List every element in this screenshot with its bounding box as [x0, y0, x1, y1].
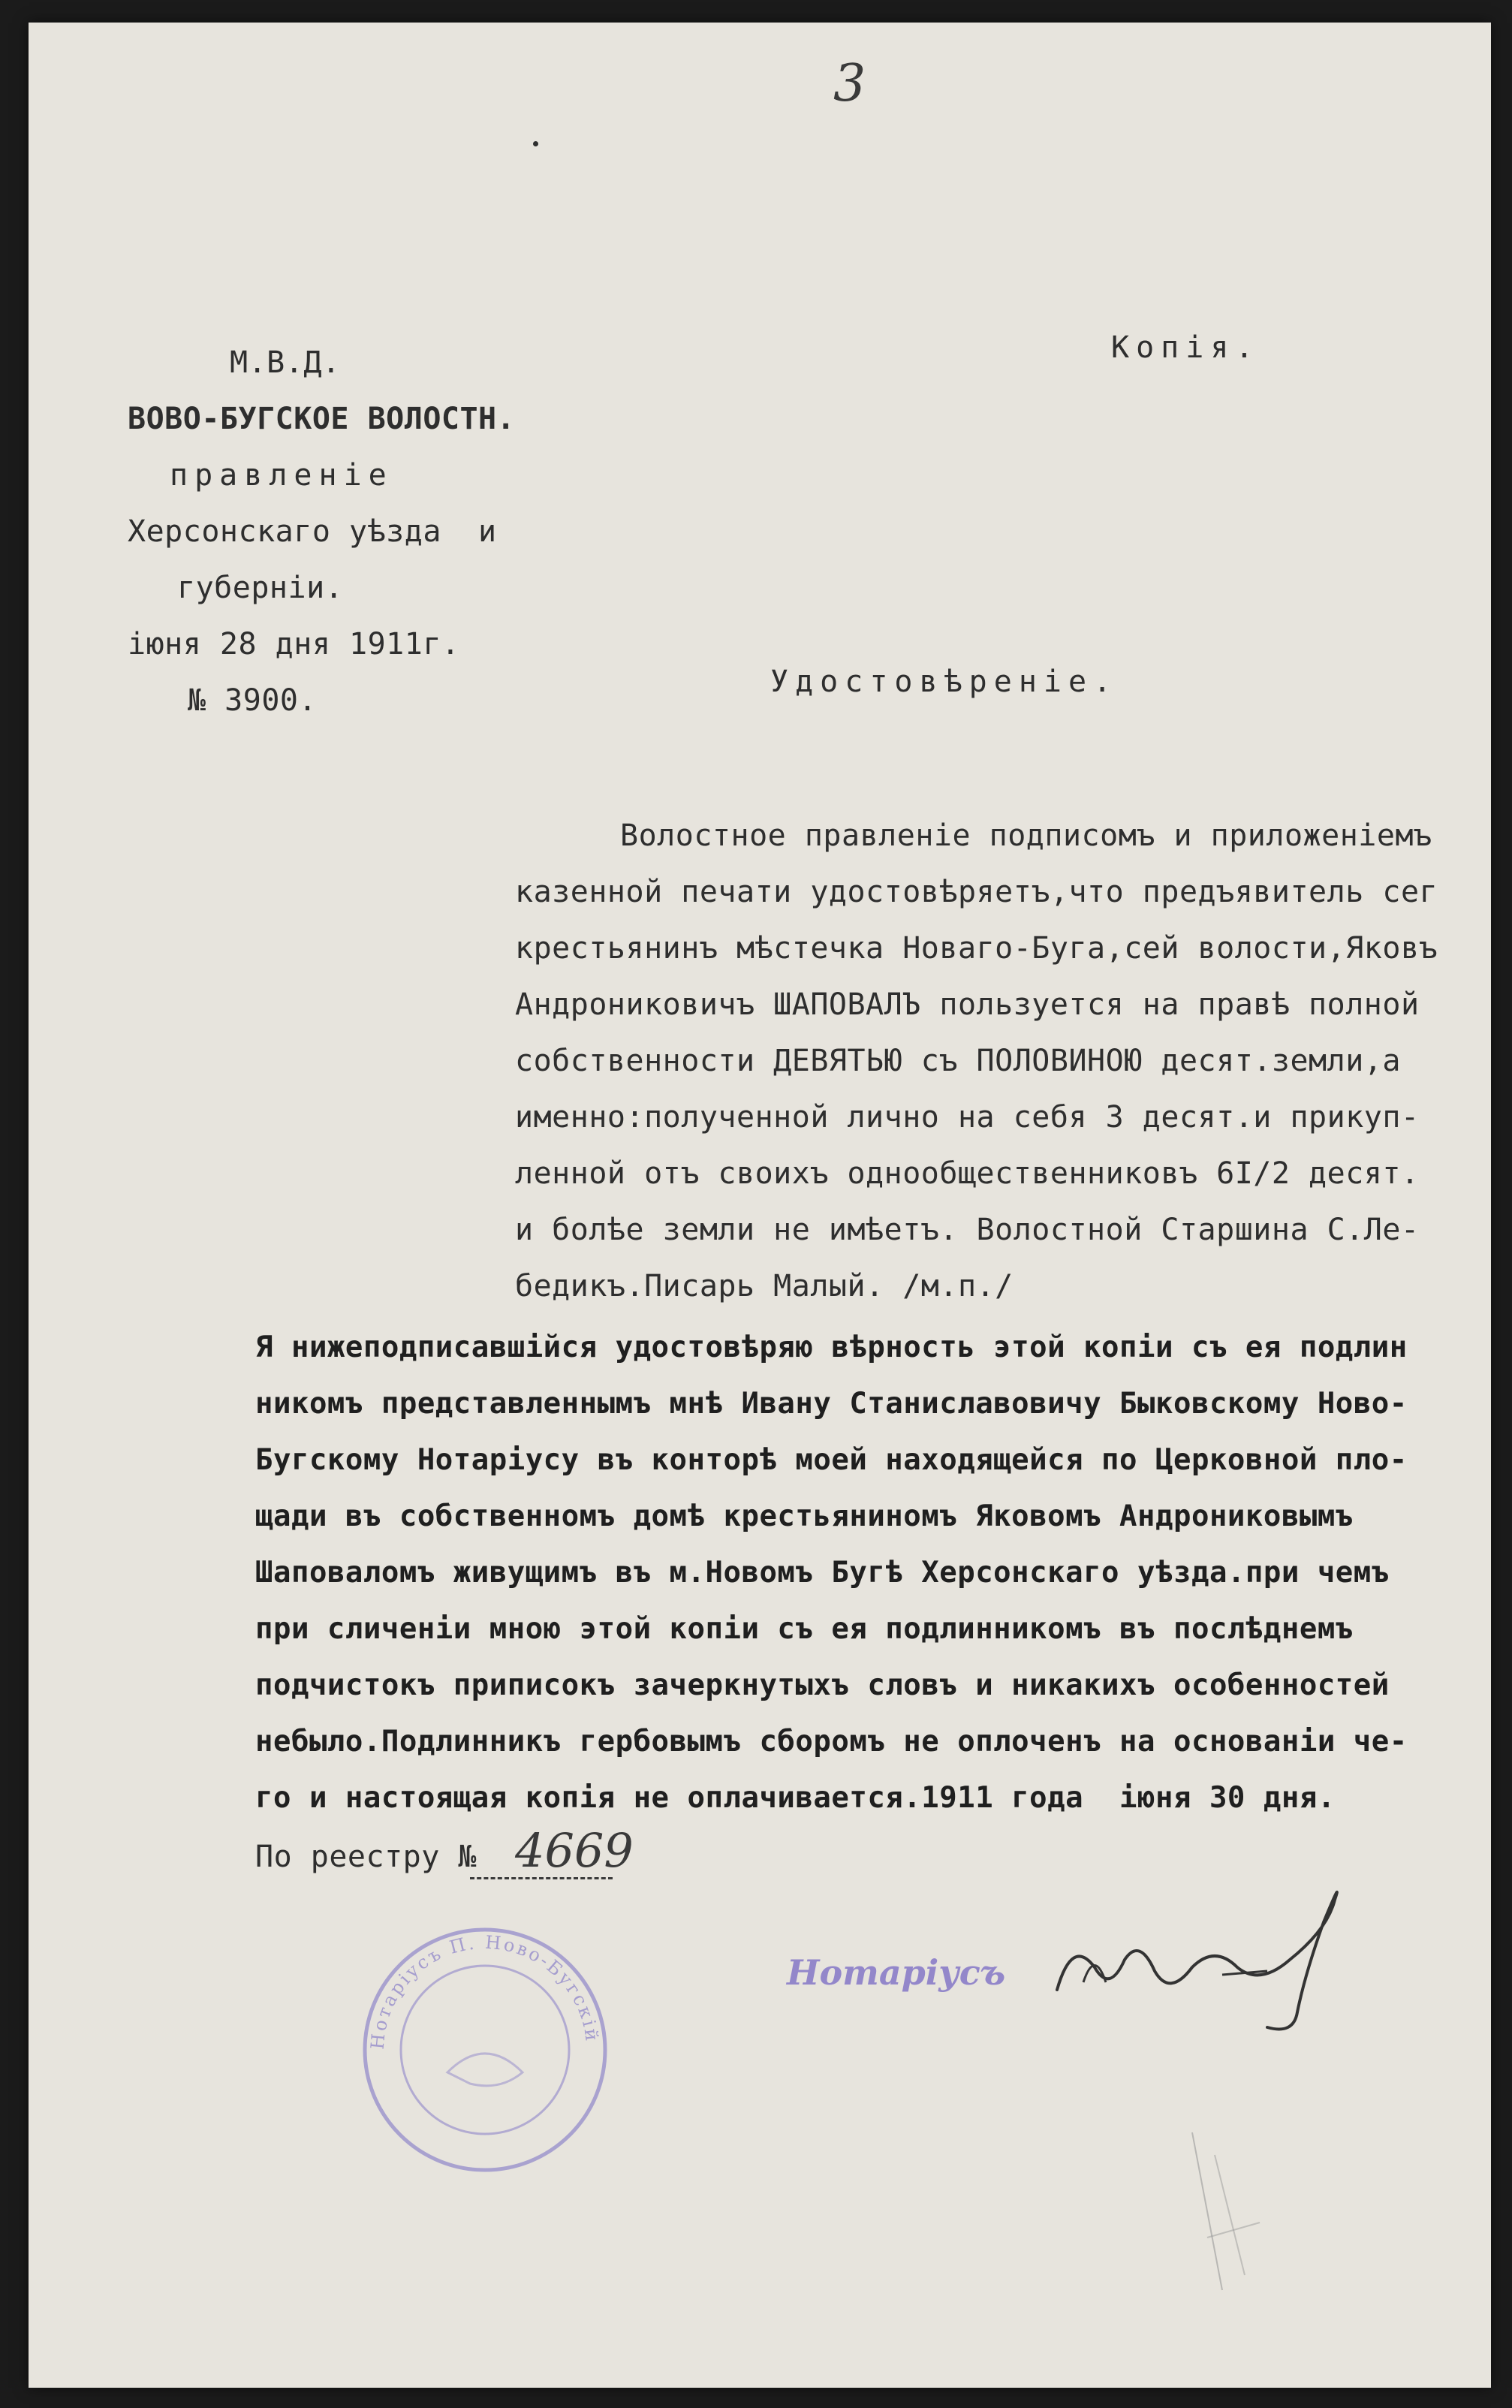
certification-line-5: Шаповаломъ живущимъ въ м.Новомъ Бугѣ Херсонскаго уѣзда.при чемъ	[255, 1556, 1390, 1590]
certification-line-2: никомъ представленнымъ мнѣ Ивану Станиславовичу Быковскому Ново-	[255, 1387, 1408, 1421]
body-line-6: именно:полученной лично на себя 3 десят.и прикуп-	[515, 1100, 1420, 1135]
header-line-office: ВОВО-БУГСКОЕ ВОЛОСТН.	[128, 402, 516, 436]
body-line-7: ленной отъ своихъ однообщественниковъ 6I/2 десят.	[515, 1156, 1420, 1191]
document-page	[29, 23, 1491, 2388]
notary-signature	[1042, 1855, 1395, 2050]
ink-dot	[533, 141, 538, 146]
body-line-4: Андрониковичъ ШАПОВАЛЪ пользуется на правѣ полной	[515, 987, 1420, 1022]
header-line-number: № 3900.	[188, 683, 318, 718]
certification-line-9: го и настоящая копія не оплачивается.1911 года іюня 30 дня.	[255, 1781, 1336, 1815]
certification-line-6: при сличеніи мною этой копіи съ ея подлинникомъ въ послѣднемъ	[255, 1612, 1354, 1646]
body-line-1: Волостное правленіе подписомъ и приложеніемъ	[620, 818, 1432, 853]
header-line-ministry: М.В.Д.	[230, 345, 341, 380]
notary-stamp: Нотаріусъ	[787, 1952, 1006, 1993]
header-line-date: іюня 28 дня 1911г.	[128, 627, 460, 662]
registry-label: По реестру №	[255, 1840, 477, 1874]
body-line-3: крестьянинъ мѣстечка Новаго-Буга,сей волости,Яковъ	[515, 931, 1438, 966]
document-title: Удостовѣреніе.	[770, 665, 1119, 699]
copy-label: Копія.	[1111, 330, 1261, 365]
certification-line-1: Я нижеподписавшійся удостовѣряю вѣрность этой копіи съ ея подлин	[255, 1331, 1408, 1364]
pencil-marks	[1177, 2125, 1282, 2305]
certification-line-4: щади въ собственномъ домѣ крестьяниномъ Яковомъ Андрониковымъ	[255, 1499, 1354, 1533]
body-line-5: собственности ДЕВЯТЬЮ съ ПОЛОВИНОЮ десят.земли,а	[515, 1044, 1401, 1078]
seal-text: Нотаріусъ П. Ново-Бугскій	[366, 1931, 603, 2051]
body-line-8: и болѣе земли не имѣетъ. Волостной Старшина С.Ле-	[515, 1213, 1420, 1247]
certification-line-7: подчистокъ приписокъ зачеркнутыхъ словъ и никакихъ особенностей	[255, 1668, 1390, 1702]
header-line-province: губерніи.	[177, 571, 344, 605]
certification-line-8: небыло.Подлинникъ гербовымъ сборомъ не оплоченъ на основаніи че-	[255, 1725, 1408, 1759]
notary-seal	[357, 1922, 613, 2177]
body-line-2: казенной печати удостовѣряетъ,что предъявитель сег	[515, 875, 1438, 909]
page-number: 3	[833, 54, 866, 113]
header-line-board: правленіе	[170, 458, 393, 493]
body-line-9: бедикъ.Писарь Малый. /м.п./	[515, 1269, 1014, 1303]
header-line-district: Херсонскаго уѣзда и	[128, 514, 497, 549]
certification-line-3: Бугскому Нотаріусу въ конторѣ моей находящейся по Церковной пло-	[255, 1443, 1408, 1477]
registry-underline	[470, 1877, 613, 1879]
registry-number: 4669	[515, 1823, 634, 1878]
